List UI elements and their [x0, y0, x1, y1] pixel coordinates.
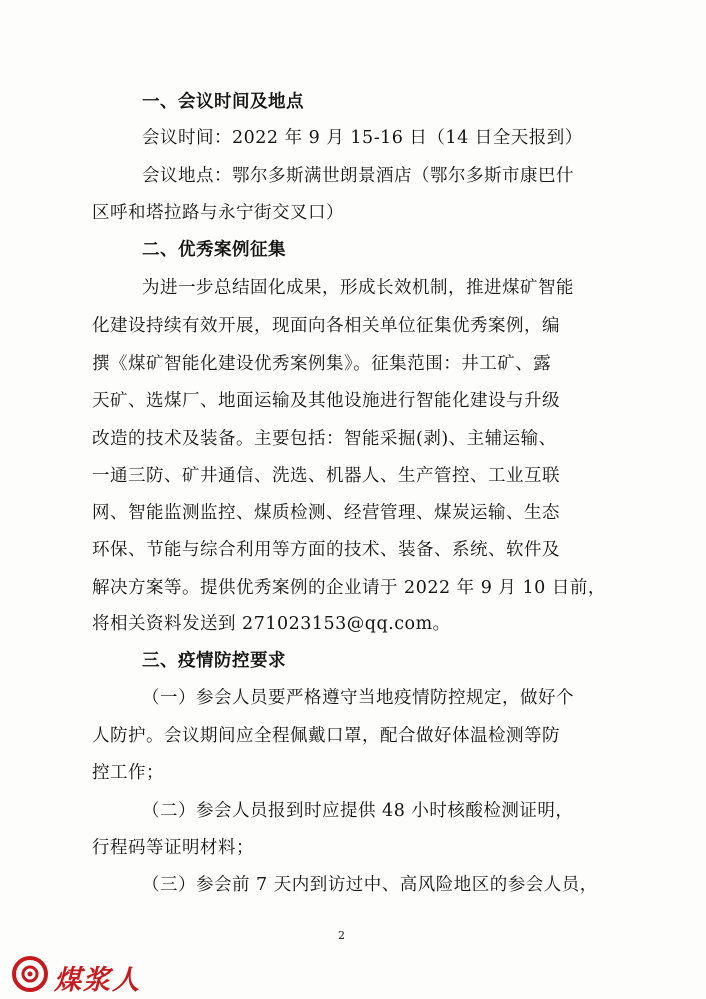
case-line: 网、智能监测监控、煤质检测、经营管理、煤炭运输、生态 — [92, 503, 560, 523]
case-line: 一通三防、矿井通信、洗选、机器人、生产管控、工业互联 — [92, 466, 560, 486]
watermark — [10, 952, 160, 994]
case-line: 化建设持续有效开展，现面向各相关单位征集优秀案例，编 — [92, 316, 560, 336]
case-line: 解决方案等。提供优秀案例的企业请于 2022 年 9 月 10 日前， — [92, 578, 606, 598]
item3-line: （三）参会前 7 天内到访过中、高风险地区的参会人员， — [142, 875, 598, 895]
case-line: 改造的技术及装备。主要包括：智能采掘(剥)、主辅运输、 — [92, 429, 557, 449]
section3-heading: 三、疫情防控要求 — [142, 651, 286, 671]
item2-line: 行程码等证明材料； — [92, 838, 254, 858]
case-line: 天矿、选煤厂、地面运输及其他设施进行智能化建设与升级 — [92, 391, 560, 411]
case-line: 撰《煤矿智能化建设优秀案例集》。征集范围：井工矿、露 — [92, 354, 552, 374]
item1-line: 控工作； — [92, 763, 164, 783]
meeting-time: 会议时间：2022 年 9 月 15-16 日（14 日全天报到） — [142, 128, 583, 148]
case-line: 为进一步总结固化成果，形成长效机制，推进煤矿智能 — [142, 278, 574, 298]
swirl-logo-icon — [10, 954, 50, 994]
meeting-location-line1: 会议地点：鄂尔多斯满世朗景酒店（鄂尔多斯市康巴什 — [142, 166, 574, 186]
section1-heading: 一、会议时间及地点 — [142, 92, 304, 112]
section2-heading: 二、优秀案例征集 — [142, 240, 286, 260]
item2-line: （二）参会人员报到时应提供 48 小时核酸检测证明， — [142, 801, 574, 821]
item1-line: （一）参会人员要严格遵守当地疫情防控规定，做好个 — [142, 688, 574, 708]
watermark-text: 煤浆人 — [54, 965, 141, 996]
meeting-location-line2: 区呼和塔拉路与永宁街交叉口） — [92, 203, 344, 223]
case-line: 将相关资料发送到 271023153@qq.com。 — [92, 614, 451, 634]
item1-line: 人防护。会议期间应全程佩戴口罩，配合做好体温检测等防 — [92, 726, 560, 746]
page-number: 2 — [338, 929, 345, 942]
case-line: 环保、节能与综合利用等方面的技术、装备、系统、软件及 — [92, 540, 560, 560]
